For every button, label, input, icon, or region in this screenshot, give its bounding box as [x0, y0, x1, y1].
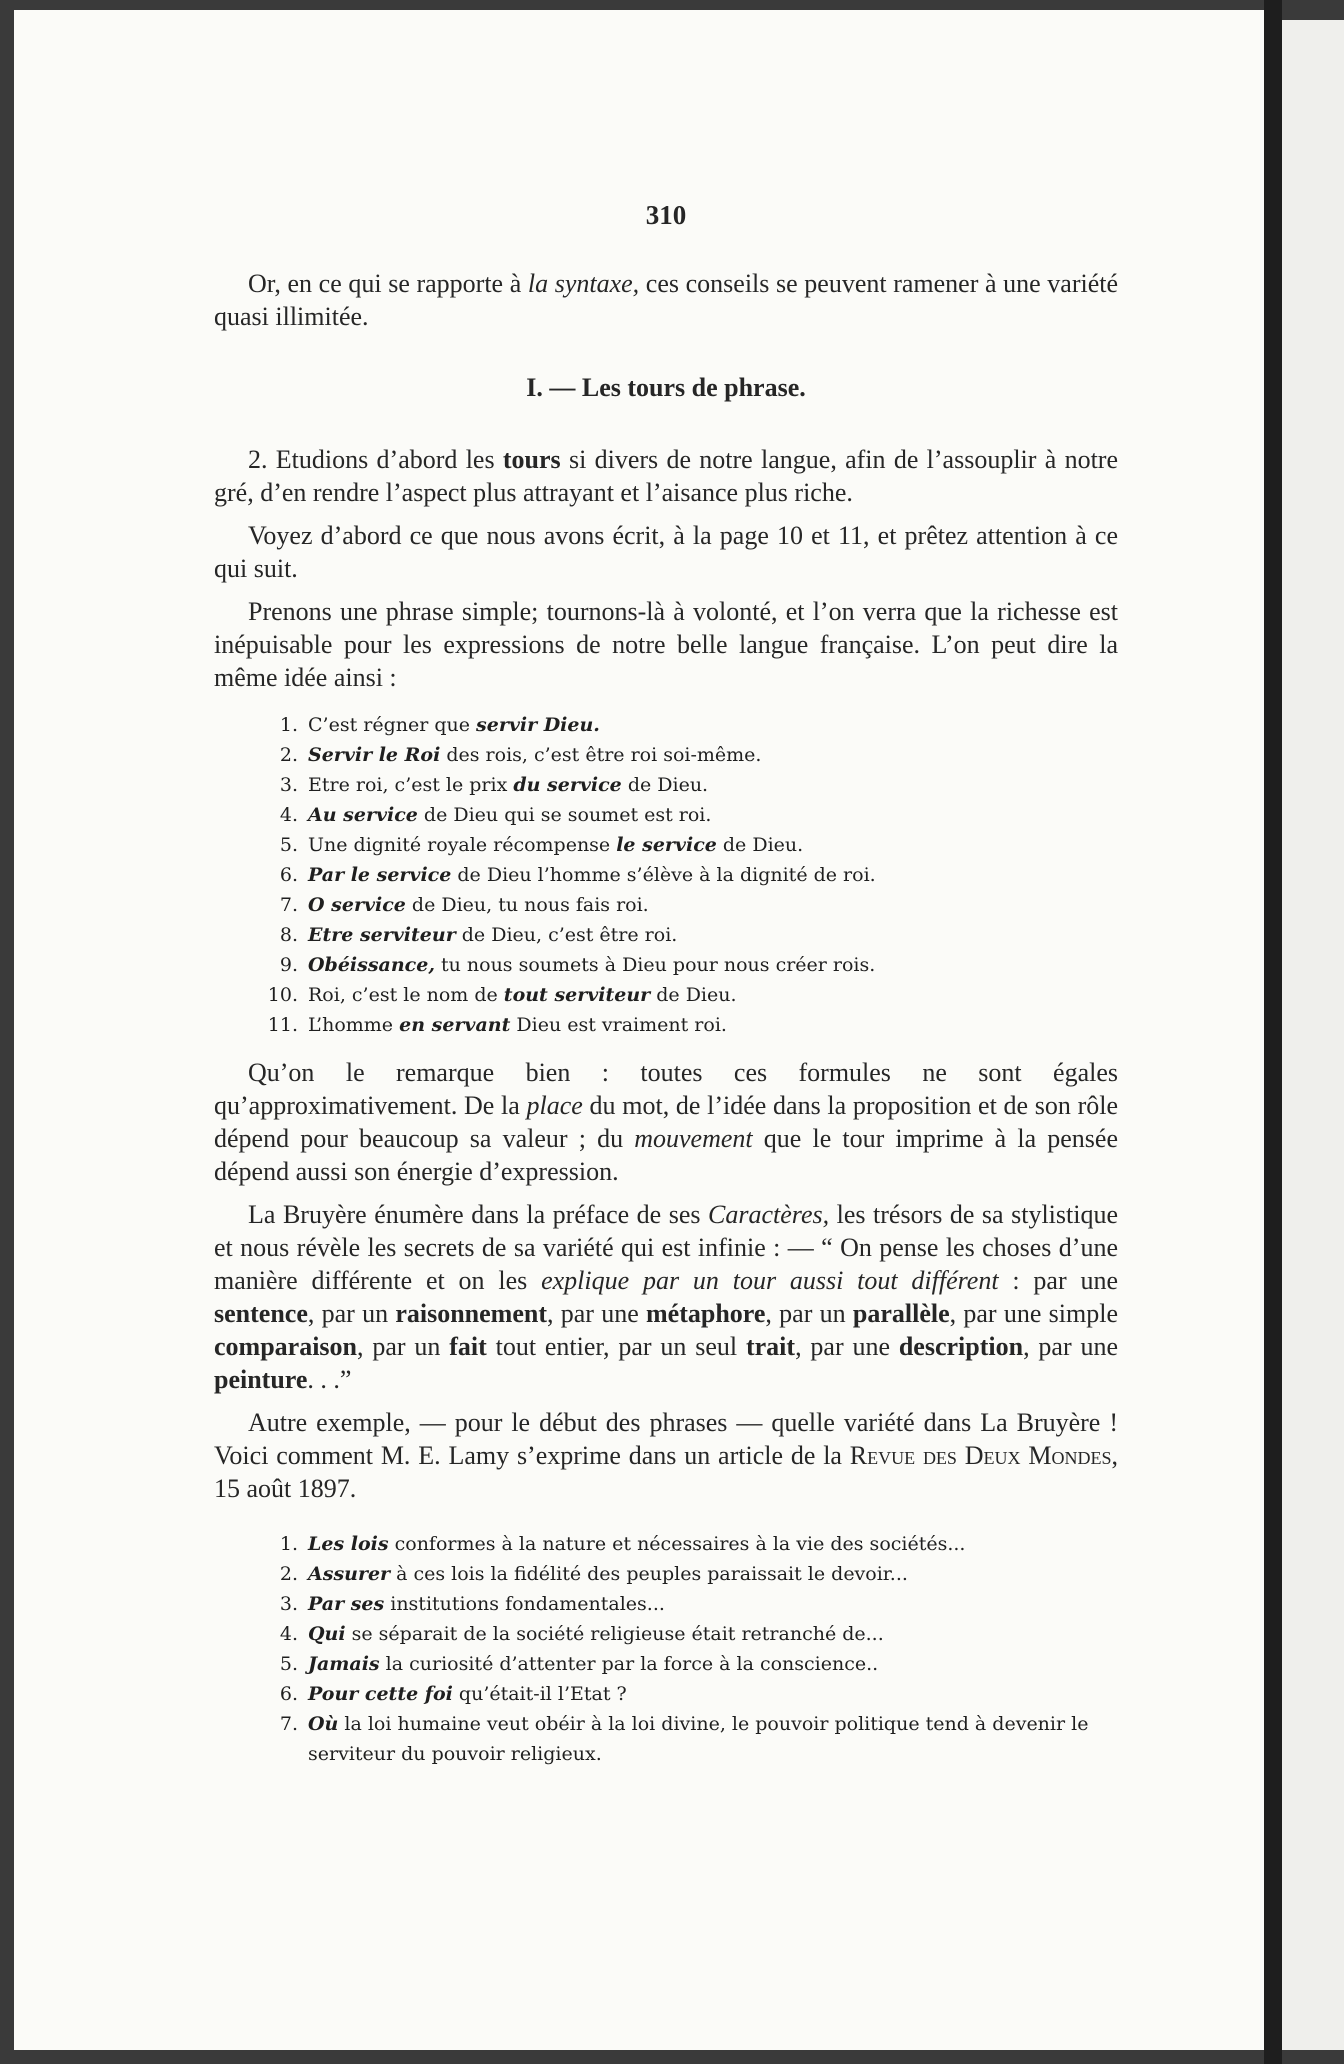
list-item-text	[308, 890, 1118, 920]
text-run: . . .”	[307, 1365, 352, 1394]
text-run: sentence	[214, 1299, 308, 1328]
list-item	[264, 1559, 1118, 1589]
paragraph-6	[214, 1198, 1118, 1396]
page-gutter-shadow	[1264, 0, 1282, 2064]
text-run: des rois, c’est être roi soi-même.	[440, 744, 762, 766]
list-item-text	[308, 1619, 1118, 1649]
adjacent-page-edge	[1282, 20, 1344, 2050]
page-content	[214, 200, 1118, 1785]
text-run: Or, en ce qui se rapporte à	[248, 269, 528, 298]
text-run: du mot, de l’idée dans la proposition et de son rôle dépend pour beaucoup sa valeur ; du	[214, 1091, 1119, 1153]
text-run: Par ses	[308, 1593, 385, 1615]
list-item	[264, 800, 1118, 830]
paragraph-4	[214, 595, 1118, 694]
text-run: , par un	[765, 1299, 853, 1328]
text-run: La Bruyère énumère dans la préface de ses	[248, 1200, 709, 1229]
text-run: C’est régner que	[308, 714, 477, 736]
list-item-number: 7.	[279, 894, 298, 916]
text-run: place	[526, 1091, 583, 1120]
text-run: Une dignité royale récompense	[308, 834, 617, 856]
list-item-text	[308, 830, 1118, 860]
text-run: Qu’on le remarque bien : toutes ces formules ne sont égales qu’approximativement. De la	[214, 1058, 1118, 1120]
list-item-number: 10.	[267, 984, 298, 1006]
text-run: , par une simple	[949, 1299, 1118, 1328]
text-run: de Dieu, tu nous fais roi.	[405, 894, 649, 916]
list-item-text	[308, 1559, 1118, 1589]
text-run: Caractères,	[708, 1200, 830, 1229]
list-item-number: 4.	[279, 1623, 298, 1645]
text-run: Assurer	[308, 1563, 391, 1585]
list-item-number: 3.	[279, 1593, 298, 1615]
text-run: en servant	[399, 1014, 511, 1036]
text-run: institutions fondamentales...	[384, 1593, 665, 1615]
text-run: , par une	[547, 1299, 647, 1328]
text-run: Où	[308, 1713, 339, 1735]
text-run: Prenons une phrase simple; tournons-là à volonté, et l’on verra que la richesse est inépuisable pour les expressions de notre belle langue française. L’on peut dire la même idée ainsi :	[214, 597, 1118, 692]
list-item	[264, 1679, 1118, 1709]
text-run: Par le service	[308, 864, 452, 886]
paragraph-7	[214, 1406, 1118, 1505]
text-run: tout entier, par un seul	[486, 1332, 746, 1361]
list-item-text	[308, 800, 1118, 830]
text-run: tu nous soumets à Dieu pour nous créer rois.	[434, 954, 876, 976]
text-run: tours	[502, 445, 561, 474]
list-item-text	[308, 1529, 1118, 1559]
list-item	[264, 1589, 1118, 1619]
list-item	[264, 770, 1118, 800]
list-item-number: 9.	[279, 954, 298, 976]
text-run: trait	[745, 1332, 796, 1361]
text-run: si divers de notre langue, afin de l’assouplir à notre gré, d’en rendre l’aspect plus attrayant et l’aisance plus riche.	[214, 445, 1118, 507]
text-run: , par un	[307, 1299, 396, 1328]
text-run: la syntaxe,	[527, 269, 640, 298]
text-run: Etre roi, c’est le prix	[308, 774, 514, 796]
list-item-text	[308, 1589, 1118, 1619]
text-run: que le tour imprime à la pensée dépend aussi son énergie d’expression.	[214, 1124, 1118, 1186]
list-item	[264, 830, 1118, 860]
list-item-number: 5.	[279, 834, 298, 856]
list-item-text	[308, 1010, 1118, 1040]
list-item-number: 2.	[279, 1563, 298, 1585]
list-item	[264, 1649, 1118, 1679]
text-run: Etre serviteur	[308, 924, 456, 946]
text-run: explique par un tour aussi tout différent	[541, 1266, 999, 1295]
text-run: ces conseils se peuvent ramener à une variété quasi illimitée.	[214, 269, 1119, 331]
text-run: Qui	[308, 1623, 346, 1645]
list-item	[264, 710, 1118, 740]
list-item-number: 1.	[279, 1533, 298, 1555]
example-list-2	[214, 1529, 1118, 1769]
text-run: servir Dieu.	[476, 714, 600, 736]
text-run: Dieu est vraiment roi.	[510, 1014, 727, 1036]
text-run: de Dieu, c’est être roi.	[455, 924, 678, 946]
text-run: se séparait de la société religieuse était retranché de...	[345, 1623, 884, 1645]
list-item	[264, 920, 1118, 950]
text-run: parallèle	[852, 1299, 950, 1328]
intro-paragraph	[214, 267, 1118, 333]
list-item-number: 5.	[279, 1653, 298, 1675]
text-run: description	[898, 1332, 1024, 1361]
text-run: de Dieu l’homme s’élève à la dignité de roi.	[451, 864, 876, 886]
list-item-number: 6.	[279, 864, 298, 886]
list-item-number: 3.	[279, 774, 298, 796]
text-run: , par une	[795, 1332, 899, 1361]
list-item	[264, 1709, 1118, 1769]
text-run: comparaison	[214, 1332, 357, 1361]
text-run: de Dieu.	[716, 834, 804, 856]
text-run: les trésors de sa stylistique et nous révèle les secrets de sa variété qui est infinie : — “ On pense les choses d’une manière différente et on les	[214, 1200, 1118, 1295]
text-run: fait	[449, 1332, 487, 1361]
text-run: Voyez d’abord ce que nous avons écrit, à la page 10 et 11, et prêtez attention à ce qui suit.	[214, 521, 1118, 583]
text-run: 2. Etudions d’abord les	[248, 445, 503, 474]
list-item	[264, 1010, 1118, 1040]
list-item-text	[308, 1709, 1118, 1769]
text-run: la loi humaine veut obéir à la loi divine, le pouvoir politique tend à devenir le serviteur du pouvoir religieux.	[308, 1713, 1089, 1765]
text-run: la curiosité d’attenter par la force à la conscience..	[379, 1653, 879, 1675]
list-item-number: 8.	[279, 924, 298, 946]
list-item-number: 1.	[279, 714, 298, 736]
list-item-text	[308, 740, 1118, 770]
text-run: : par une	[998, 1266, 1118, 1295]
list-item-text	[308, 980, 1118, 1010]
list-item-number: 11.	[267, 1014, 298, 1036]
text-run: peinture	[214, 1365, 308, 1394]
text-run: Revue des Deux Mondes	[849, 1441, 1112, 1470]
text-run: conformes à la nature et nécessaires à la vie des sociétés...	[388, 1533, 966, 1555]
text-run: à ces lois la fidélité des peuples paraissait le devoir...	[390, 1563, 908, 1585]
text-run: Servir le Roi	[308, 744, 441, 766]
text-run: raisonnement	[395, 1299, 547, 1328]
paragraph-2	[214, 443, 1118, 509]
list-item	[264, 740, 1118, 770]
text-run: Pour cette foi	[308, 1683, 453, 1705]
text-run: de Dieu.	[650, 984, 737, 1006]
paragraph-5	[214, 1056, 1118, 1188]
text-run: de Dieu qui se soumet est roi.	[417, 804, 712, 826]
text-run: mouvement	[634, 1124, 753, 1153]
list-item-text	[308, 710, 1118, 740]
example-list-1	[214, 710, 1118, 1040]
text-run: Autre exemple, — pour le début des phrases — quelle variété dans La Bruyère ! Voici comment M. E. Lamy s’exprime dans un article de la	[214, 1408, 1118, 1470]
list-item-number: 4.	[279, 804, 298, 826]
text-run: , par une	[1023, 1332, 1118, 1361]
text-run: Les lois	[308, 1533, 389, 1555]
text-run: Au service	[308, 804, 418, 826]
list-item-text	[308, 860, 1118, 890]
text-run: , 15 août 1897.	[214, 1441, 1118, 1503]
list-item	[264, 1619, 1118, 1649]
page-number: 310	[645, 200, 687, 230]
text-run: tout serviteur	[503, 984, 651, 1006]
text-run: Jamais	[308, 1653, 380, 1675]
text-run: qu’était-il l’Etat ?	[452, 1683, 627, 1705]
list-item-number: 7.	[279, 1713, 298, 1735]
text-run: du service	[513, 774, 622, 796]
text-run: O service	[308, 894, 406, 916]
text-run: Roi, c’est le nom de	[308, 984, 504, 1006]
text-run: le service	[616, 834, 717, 856]
list-item-number: 6.	[279, 1683, 298, 1705]
list-item	[264, 950, 1118, 980]
list-item	[264, 980, 1118, 1010]
list-item-text	[308, 1679, 1118, 1709]
list-item	[264, 1529, 1118, 1559]
list-item-number: 2.	[279, 744, 298, 766]
text-run: métaphore	[646, 1299, 766, 1328]
paragraph-3	[214, 519, 1118, 585]
list-item	[264, 890, 1118, 920]
list-item-text	[308, 770, 1118, 800]
list-item	[264, 860, 1118, 890]
list-item-text	[308, 950, 1118, 980]
text-run: Obéissance,	[308, 954, 435, 976]
text-run: , par un	[357, 1332, 450, 1361]
list-item-text	[308, 920, 1118, 950]
text-run: L’homme	[308, 1014, 400, 1036]
list-item-text	[308, 1649, 1118, 1679]
section-title: I. — Les tours de phrase.	[526, 373, 806, 402]
text-run: de Dieu.	[621, 774, 709, 796]
